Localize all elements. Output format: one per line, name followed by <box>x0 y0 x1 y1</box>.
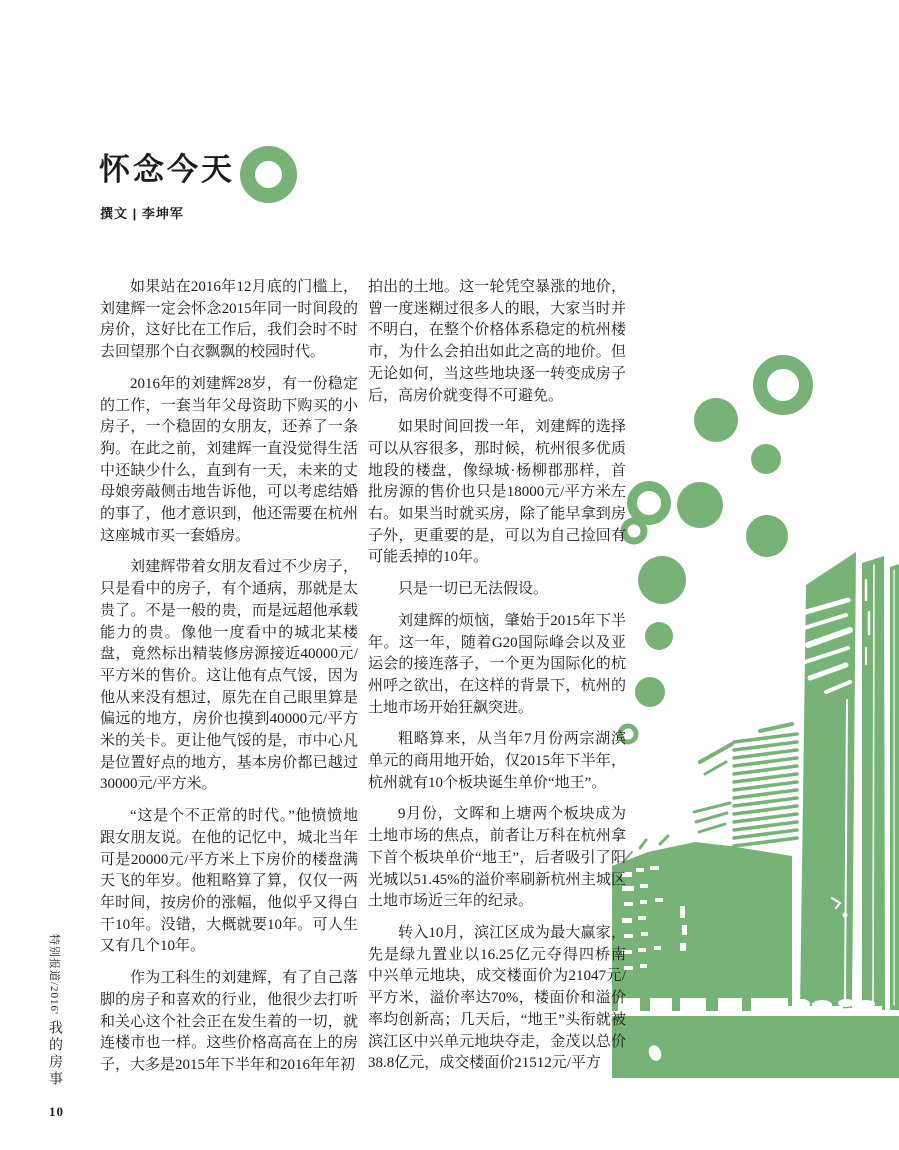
paragraph: 刘建辉的烦恼，肇始于2015年下半年。这一年，随着G20国际峰会以及亚运会的接连落子，一个更为国际化的杭州呼之欲出，在这样的背景下，杭州的土地市场开始狂飙突进。 <box>368 612 626 716</box>
paragraph: 2016年的刘建辉28岁，有一份稳定的工作，一套当年父母资助下购买的小房子，一个稳固的女朋友，还养了一条狗。在此之前，刘建辉一直没觉得生活中还缺少什么，直到有一天，未来的丈母娘旁敲侧击地告诉他，可以考虑结婚的事了，他才意识到，他还需要在杭州这座城市买一套婚房。 <box>100 375 358 544</box>
section-vertical-label <box>44 934 66 1114</box>
section-topic: 我的房事 <box>47 1020 62 1089</box>
paragraph: 如果时间回拨一年，刘建辉的选择可以从容很多，那时候，杭州很多优质地段的楼盘，像绿城·杨柳郡那样，首批房源的售价也只是18000元/平方米左右。如果当时就买房，除了能早拿到房子外，更重要的是，可以为自己捡回有可能丢掉的10年。 <box>368 419 626 566</box>
base-band <box>612 1006 899 1078</box>
paragraph: 9月份，文晖和上塘两个板块成为土地市场的焦点，前者让万科在杭州拿下首个板块单价“地王”，后者吸引了阳光城以51.45%的溢价率刷新杭州主城区土地市场近三年的纪录。 <box>368 806 626 910</box>
article-body <box>100 277 626 1087</box>
block-building <box>612 836 792 1011</box>
paragraph: 作为工科生的刘建辉，有了自己落脚的房子和喜欢的行业，他很少去打听和关心这个社会正在发生着的一切，就连楼市也一样。这些价格高高在上的房子，大多是2015年下半年和2016年年初 <box>100 970 358 1073</box>
paragraph: “这是个不正常的时代。”他愤愤地跟女朋友说。在他的记忆中，城北当年可是20000元/平方米上下房价的楼盘满天飞的年岁。他粗略算了算，仅仅一两年时间，按房价的涨幅，他似乎又得白干10年。没错，大概就要10年。可人生又有几个10年。 <box>100 808 358 955</box>
page-number: 10 <box>49 1104 64 1119</box>
page-title: 怀念今天 <box>99 152 235 187</box>
green-bubble-circles-icon <box>620 362 806 742</box>
column-2 <box>368 277 626 1087</box>
column-1 <box>100 277 358 1087</box>
byline: 撰文 | 李坤军 <box>100 206 184 221</box>
green-city-skyline-illustration <box>600 330 899 1090</box>
paragraph: 刘建辉带着女朋友看过不少房子，只是看中的房子，有个通病，那就是太贵了。不是一般的贵，而是远超他承载能力的贵。像他一度看中的城北某楼盘，竟然标出精装修房源接近40000元/平方米的售价。这让他有点气馁，因为他从来没有想过，原先在自己眼里算是偏远的地方，房价也摸到40000元/平方米的关卡。更让他气馁的是，市中心凡是位置好点的地方，基本房价都已越过30000元/平方米。 <box>100 559 358 793</box>
paragraph: 粗略算来，从当年7月份两宗湖滨单元的商用地开始，仅2015年下半年，杭州就有10个板块诞生单价“地王”。 <box>368 731 626 791</box>
paragraph: 如果站在2016年12月底的门槛上，刘建辉一定会怀念2015年同一时间段的房价，这好比在工作后，我们会时不时去回望那个白衣飘飘的校园时代。 <box>100 279 358 361</box>
hatched-building <box>694 724 797 846</box>
green-ring-icon <box>240 146 297 203</box>
paragraph: 转入10月，滨江区成为最大赢家，先是绿九置业以16.25亿元夺得四桥南中兴单元地块，成交楼面价为21047元/平方米，溢价率达70%，楼面价和溢价率均创新高；几天后，“地王”头衔就被滨江区中兴单元地块夺走，金茂以总价38.8亿元，成交楼面价21512元/平方 <box>368 924 626 1072</box>
paragraph: 只是一切已无法假设。 <box>398 581 549 598</box>
paragraph: 拍出的土地。这一轮凭空暴涨的地价，曾一度迷糊过很多人的眼，大家当时并不明白，在整个价格体系稳定的杭州楼市，为什么会拍出如此之高的地价。但无论如何，当这些地块逐一转变成房子后，高房价就变得不可避免。 <box>368 279 626 404</box>
section-name: 特别报道/2016' <box>48 934 60 1016</box>
